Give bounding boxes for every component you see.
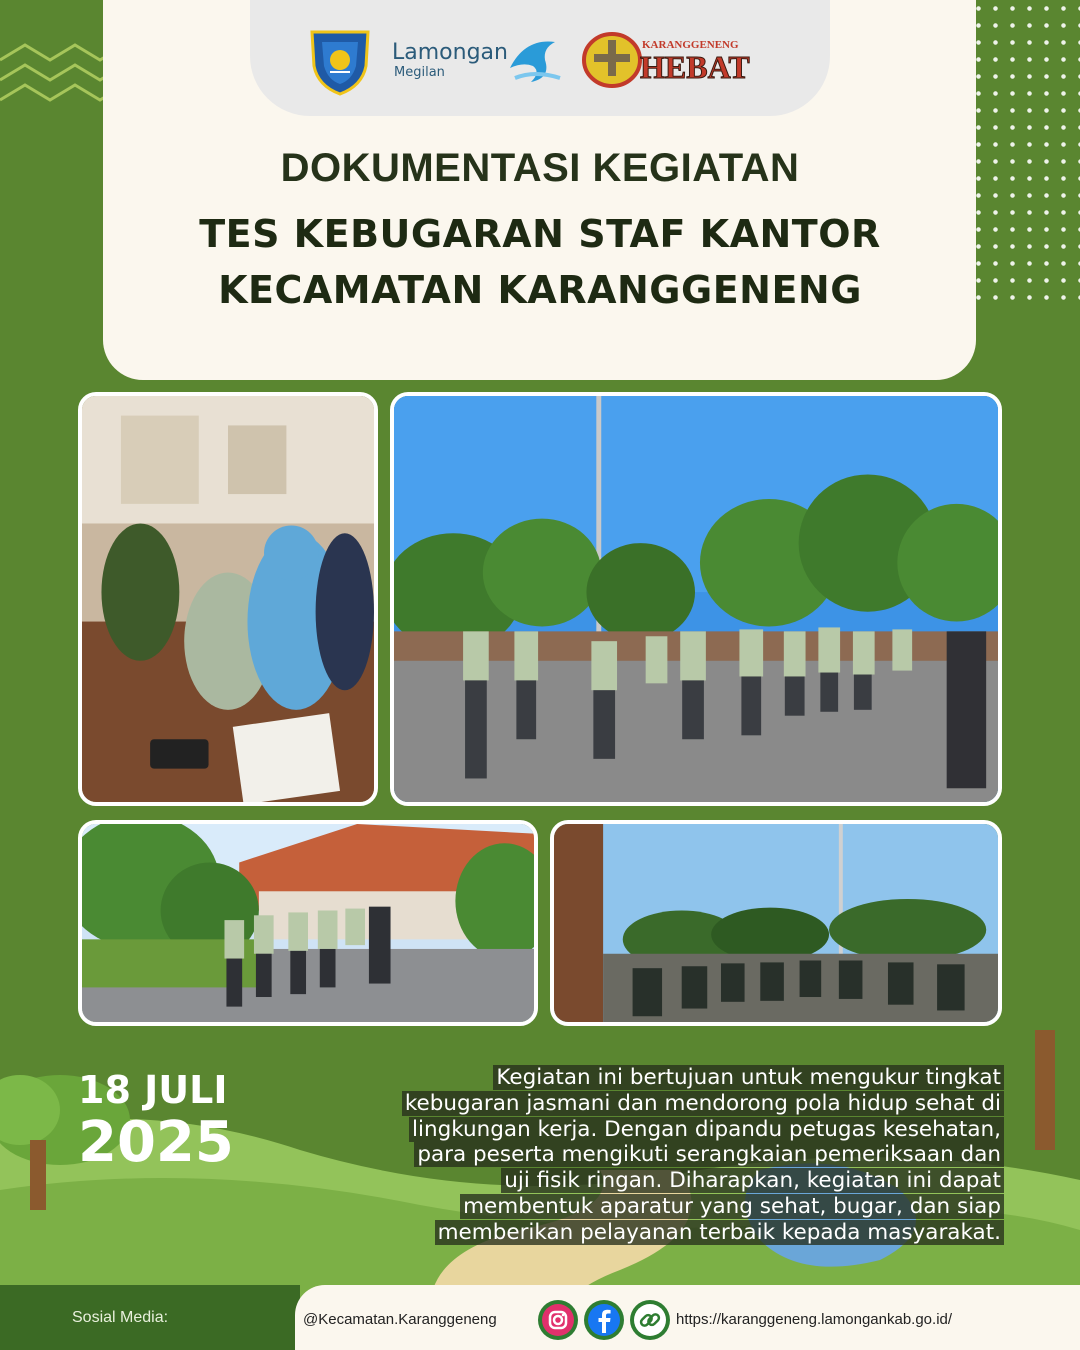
- dolphin-wave-icon: [505, 28, 565, 88]
- description-line: Kegiatan ini bertujuan untuk mengukur tingkat: [493, 1065, 1004, 1090]
- title-location: KECAMATAN KARANGGENENG: [218, 268, 862, 312]
- social-media-label: Sosial Media:: [72, 1309, 169, 1326]
- description-line: membentuk aparatur yang sehat, bugar, dan siap: [460, 1194, 1004, 1219]
- description-line: uji fisik ringan. Diharapkan, kegiatan ini dapat: [501, 1168, 1004, 1193]
- event-date-day-month: 18 JULI: [78, 1068, 228, 1112]
- logo-row: [0, 0, 1080, 116]
- description-line: kebugaran jasmani dan mendorong pola hidup sehat di: [402, 1091, 1004, 1116]
- hebat-small-text: KARANGGENENG: [642, 39, 739, 51]
- instagram-icon[interactable]: [538, 1300, 578, 1340]
- link-icon[interactable]: [630, 1300, 670, 1340]
- logo-subtext: Megilan: [394, 65, 445, 80]
- hebat-big-text: HEBAT: [640, 49, 750, 85]
- event-date-year: 2025: [78, 1110, 234, 1175]
- facebook-icon[interactable]: [584, 1300, 624, 1340]
- description-line: para peserta mengikuti serangkaian pemeriksaan dan: [414, 1142, 1004, 1167]
- description-line: memberikan pelayanan terbaik kepada masyarakat.: [435, 1220, 1004, 1245]
- description-line: lingkungan kerja. Dengan dipandu petugas kesehatan,: [409, 1117, 1004, 1142]
- karanggeneng-hebat-logo: [582, 26, 772, 90]
- photo-walking-test: [78, 820, 538, 1026]
- lamongan-shield-logo: [308, 26, 372, 96]
- event-description: [320, 1065, 1004, 1246]
- photo-health-check: [78, 392, 378, 806]
- logo-text: Lamongan: [392, 40, 508, 65]
- social-handle[interactable]: @Kecamatan.Karanggeneng: [303, 1311, 497, 1328]
- lamongan-megilan-logo: [392, 40, 508, 80]
- title-event: TES KEBUGARAN STAF KANTOR: [199, 212, 881, 256]
- photo-stretching: [550, 820, 1002, 1026]
- photo-field-exercise: [390, 392, 1002, 806]
- website-url[interactable]: https://karanggeneng.lamongankab.go.id/: [676, 1311, 953, 1328]
- title-documentation: DOKUMENTASI KEGIATAN: [280, 146, 800, 190]
